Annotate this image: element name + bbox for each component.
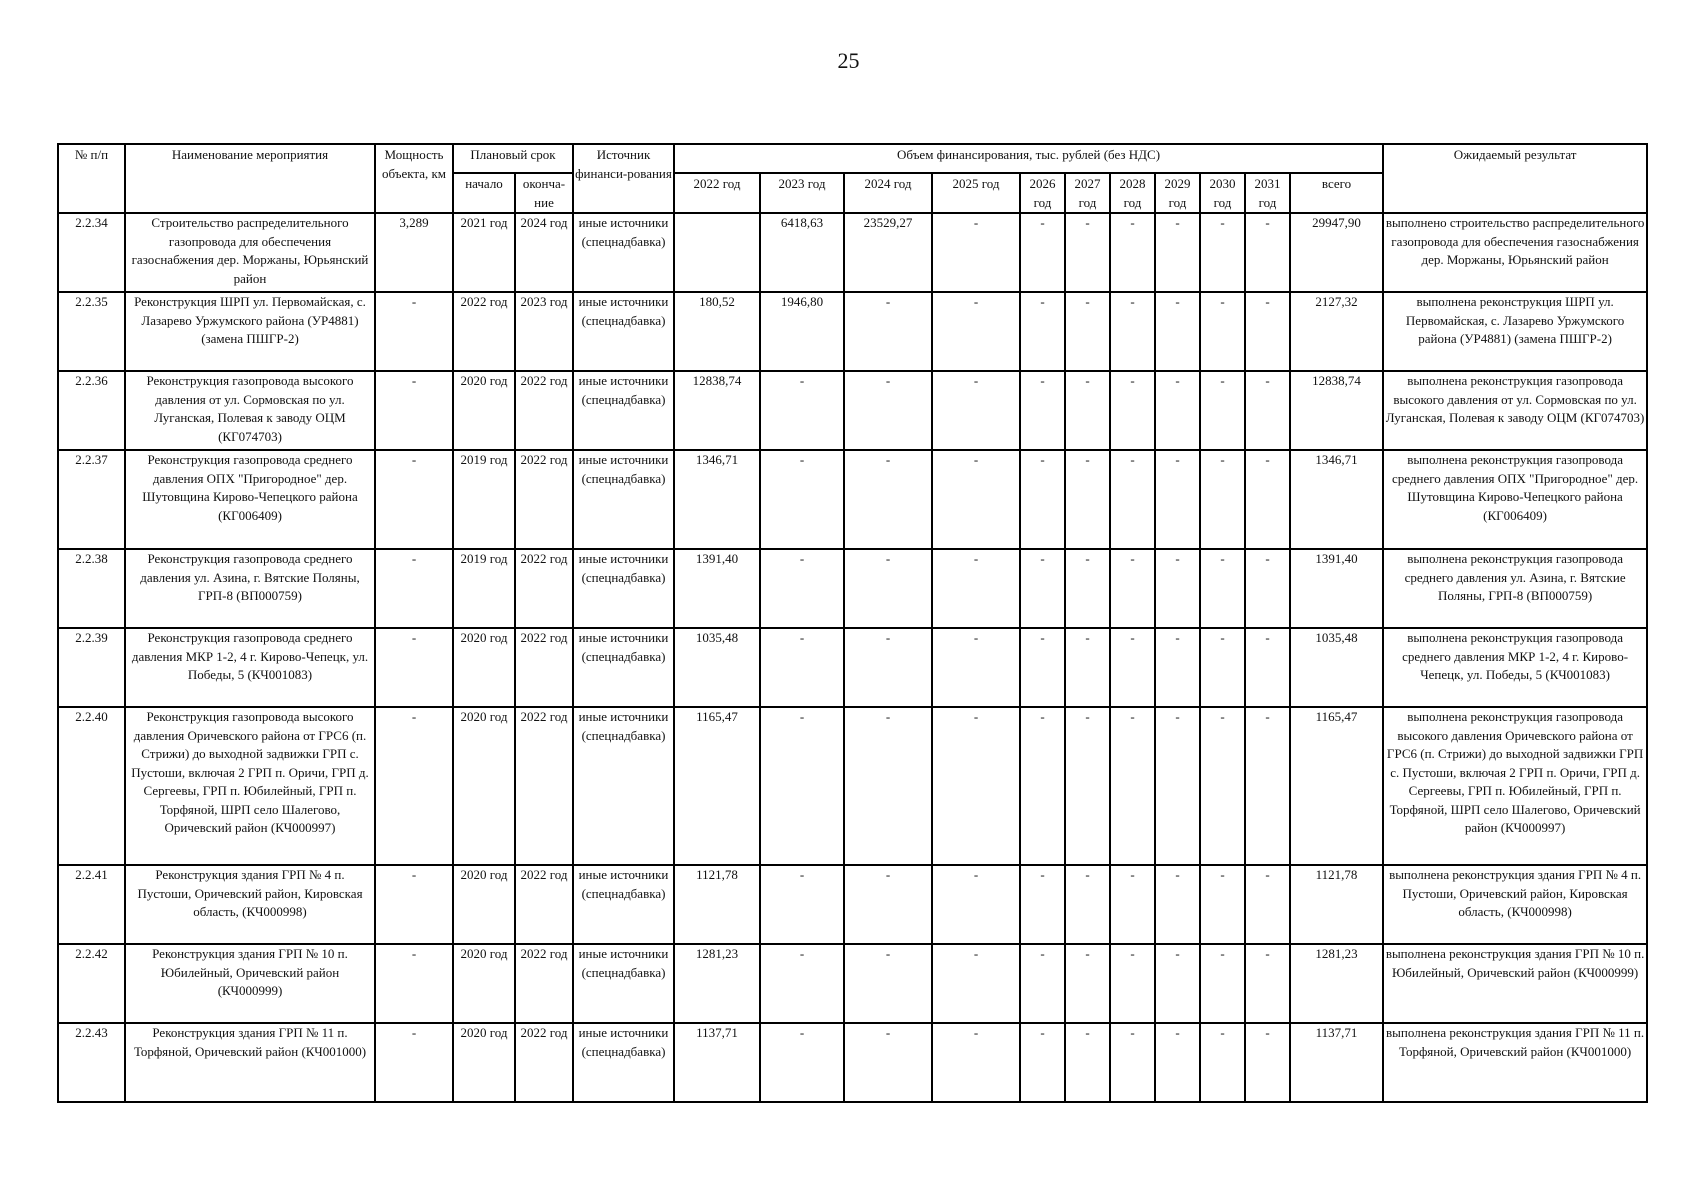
row-year-value: - — [932, 292, 1020, 371]
row-capacity: - — [375, 628, 453, 707]
row-source: иные источники (спецнадбавка) — [573, 865, 674, 944]
row-year-value: - — [1110, 1023, 1155, 1102]
row-year-value: - — [1155, 1023, 1200, 1102]
row-year-value: - — [1020, 371, 1065, 450]
row-year-value: - — [1200, 549, 1245, 628]
row-result: выполнено строительство распределительного газопровода для обеспечения газоснабжения дер. Моржаны, Юрьянский район — [1383, 213, 1647, 292]
row-year-value: - — [1200, 944, 1245, 1023]
row-year-value: 12838,74 — [674, 371, 760, 450]
row-capacity: - — [375, 944, 453, 1023]
header-name: Наименование мероприятия — [125, 144, 375, 213]
row-end: 2022 год — [515, 371, 573, 450]
row-result: выполнена реконструкция газопровода среднего давления ОПХ "Пригородное" дер. Шутовщина Кирово-Чепецкого района (КГ006409) — [1383, 450, 1647, 549]
table-row — [58, 371, 1647, 450]
row-year-value: - — [932, 944, 1020, 1023]
row-name: Реконструкция газопровода среднего давления ОПХ "Пригородное" дер. Шутовщина Кирово-Чепецкого района (КГ006409) — [125, 450, 375, 549]
row-end: 2022 год — [515, 549, 573, 628]
row-capacity: - — [375, 707, 453, 865]
header-funding: Объем финансирования, тыс. рублей (без НДС) — [674, 144, 1383, 173]
header-end: оконча-ние — [515, 173, 573, 213]
row-year-value: - — [1200, 450, 1245, 549]
row-year-value: - — [1155, 371, 1200, 450]
row-year-value: 180,52 — [674, 292, 760, 371]
row-year-value: - — [760, 707, 844, 865]
row-year-value: - — [1110, 450, 1155, 549]
row-end: 2022 год — [515, 1023, 573, 1102]
row-year-value: 6418,63 — [760, 213, 844, 292]
row-year-value: - — [844, 944, 932, 1023]
row-start: 2020 год — [453, 865, 515, 944]
row-year-value: - — [1155, 865, 1200, 944]
row-year-value: 1121,78 — [674, 865, 760, 944]
table-row — [58, 944, 1647, 1023]
row-year-value: - — [844, 1023, 932, 1102]
row-total: 1281,23 — [1290, 944, 1383, 1023]
row-year-value: - — [844, 628, 932, 707]
row-year-value: 1346,71 — [674, 450, 760, 549]
row-num: 2.2.39 — [58, 628, 125, 707]
financing-table — [57, 143, 1648, 1103]
row-result: выполнена реконструкция газопровода среднего давления МКР 1-2, 4 г. Кирово-Чепецк, ул. Победы, 5 (КЧ001083) — [1383, 628, 1647, 707]
row-name: Реконструкция газопровода среднего давления ул. Азина, г. Вятские Поляны, ГРП-8 (ВП000759) — [125, 549, 375, 628]
row-result: выполнена реконструкция здания ГРП № 4 п. Пустоши, Оричевский район, Кировская область, (КЧ000998) — [1383, 865, 1647, 944]
row-year-value: - — [1155, 707, 1200, 865]
row-name: Реконструкция газопровода высокого давления Оричевского района от ГРС6 (п. Стрижи) до выходной задвижки ГРП с. Пустоши, включая 2 ГРП п. Оричи, ГРП д. Сергеевы, ГРП п. Юбилейный, ГРП п. Торфяной, ШРП село Шалегово, Оричевский район (КЧ000997) — [125, 707, 375, 865]
row-total: 1391,40 — [1290, 549, 1383, 628]
row-year-value: - — [932, 213, 1020, 292]
row-year-value: - — [1065, 944, 1110, 1023]
row-year-value: - — [1155, 213, 1200, 292]
header-row-1 — [58, 144, 1647, 173]
header-year: 2026 год — [1020, 173, 1065, 213]
row-num: 2.2.36 — [58, 371, 125, 450]
row-result: выполнена реконструкция газопровода среднего давления ул. Азина, г. Вятские Поляны, ГРП-8 (ВП000759) — [1383, 549, 1647, 628]
row-year-value: - — [1200, 213, 1245, 292]
row-year-value: - — [932, 865, 1020, 944]
row-source: иные источники (спецнадбавка) — [573, 707, 674, 865]
row-year-value: 1137,71 — [674, 1023, 760, 1102]
row-year-value: - — [1020, 1023, 1065, 1102]
row-year-value: - — [932, 371, 1020, 450]
row-year-value: - — [760, 1023, 844, 1102]
header-total: всего — [1290, 173, 1383, 213]
row-year-value: - — [1245, 292, 1290, 371]
header-year: 2025 год — [932, 173, 1020, 213]
row-year-value: - — [1245, 628, 1290, 707]
row-year-value: - — [844, 450, 932, 549]
row-year-value: - — [1245, 450, 1290, 549]
row-year-value: - — [1065, 213, 1110, 292]
row-year-value: - — [1155, 450, 1200, 549]
row-year-value: - — [1020, 292, 1065, 371]
row-start: 2019 год — [453, 549, 515, 628]
row-source: иные источники (спецнадбавка) — [573, 371, 674, 450]
header-term: Плановый срок — [453, 144, 573, 173]
row-year-value: - — [1065, 865, 1110, 944]
row-capacity: 3,289 — [375, 213, 453, 292]
row-year-value: 1035,48 — [674, 628, 760, 707]
row-name: Реконструкция газопровода высокого давления от ул. Сормовская по ул. Луганская, Полевая к заводу ОЦМ (КГ074703) — [125, 371, 375, 450]
row-start: 2022 год — [453, 292, 515, 371]
row-year-value: - — [1065, 1023, 1110, 1102]
row-year-value: - — [760, 450, 844, 549]
row-result: выполнена реконструкция здания ГРП № 11 п. Торфяной, Оричевский район (КЧ001000) — [1383, 1023, 1647, 1102]
header-source: Источник финанси-рования — [573, 144, 674, 213]
row-start: 2020 год — [453, 371, 515, 450]
row-year-value: - — [932, 549, 1020, 628]
table-row — [58, 450, 1647, 549]
row-num: 2.2.40 — [58, 707, 125, 865]
row-year-value: - — [1110, 292, 1155, 371]
table-row — [58, 707, 1647, 865]
row-year-value: - — [1110, 865, 1155, 944]
row-name: Реконструкция здания ГРП № 10 п. Юбилейный, Оричевский район (КЧ000999) — [125, 944, 375, 1023]
row-year-value: 1391,40 — [674, 549, 760, 628]
row-year-value: - — [1200, 628, 1245, 707]
row-year-value: - — [1110, 628, 1155, 707]
table-row — [58, 292, 1647, 371]
table-row — [58, 549, 1647, 628]
row-year-value: 1281,23 — [674, 944, 760, 1023]
header-year: 2023 год — [760, 173, 844, 213]
row-year-value: - — [1245, 549, 1290, 628]
row-source: иные источники (спецнадбавка) — [573, 213, 674, 292]
row-year-value: 1946,80 — [760, 292, 844, 371]
row-end: 2022 год — [515, 707, 573, 865]
row-year-value: - — [1245, 865, 1290, 944]
row-year-value: - — [1110, 549, 1155, 628]
row-year-value: - — [844, 371, 932, 450]
row-year-value: 23529,27 — [844, 213, 932, 292]
header-capacity: Мощность объекта, км — [375, 144, 453, 213]
row-result: выполнена реконструкция газопровода высокого давления Оричевского района от ГРС6 (п. Стрижи) до выходной задвижки ГРП с. Пустоши, включая 2 ГРП п. Оричи, ГРП д. Сергеевы, ГРП п. Юбилейный, ГРП п. Торфяной, ШРП село Шалегово, Оричевский район (КЧ000997) — [1383, 707, 1647, 865]
row-capacity: - — [375, 450, 453, 549]
row-year-value: - — [1200, 371, 1245, 450]
row-num: 2.2.42 — [58, 944, 125, 1023]
row-year-value: - — [1065, 707, 1110, 865]
row-year-value: - — [844, 707, 932, 865]
table-row — [58, 1023, 1647, 1102]
row-capacity: - — [375, 865, 453, 944]
row-end: 2022 год — [515, 865, 573, 944]
row-year-value: - — [932, 450, 1020, 549]
row-total: 12838,74 — [1290, 371, 1383, 450]
row-year-value: - — [1065, 628, 1110, 707]
row-year-value: - — [760, 865, 844, 944]
row-year-value: - — [760, 628, 844, 707]
row-num: 2.2.38 — [58, 549, 125, 628]
row-year-value: - — [1065, 549, 1110, 628]
row-year-value: - — [1245, 944, 1290, 1023]
row-year-value: - — [932, 707, 1020, 865]
header-year: 2022 год — [674, 173, 760, 213]
row-source: иные источники (спецнадбавка) — [573, 628, 674, 707]
row-name: Реконструкция здания ГРП № 11 п. Торфяной, Оричевский район (КЧ001000) — [125, 1023, 375, 1102]
row-year-value: - — [1200, 1023, 1245, 1102]
row-year-value: - — [844, 292, 932, 371]
row-name: Реконструкция здания ГРП № 4 п. Пустоши, Оричевский район, Кировская область, (КЧ000998) — [125, 865, 375, 944]
row-year-value: - — [760, 371, 844, 450]
row-capacity: - — [375, 549, 453, 628]
row-start: 2019 год — [453, 450, 515, 549]
table-row — [58, 865, 1647, 944]
row-year-value: - — [1155, 944, 1200, 1023]
row-end: 2023 год — [515, 292, 573, 371]
header-num: № п/п — [58, 144, 125, 213]
row-total: 1137,71 — [1290, 1023, 1383, 1102]
row-year-value: - — [1020, 944, 1065, 1023]
row-year-value: - — [1065, 371, 1110, 450]
row-year-value: 1165,47 — [674, 707, 760, 865]
row-start: 2020 год — [453, 707, 515, 865]
row-year-value: - — [1110, 944, 1155, 1023]
row-source: иные источники (спецнадбавка) — [573, 549, 674, 628]
row-result: выполнена реконструкция газопровода высокого давления от ул. Сормовская по ул. Луганская, Полевая к заводу ОЦМ (КГ074703) — [1383, 371, 1647, 450]
row-source: иные источники (спецнадбавка) — [573, 292, 674, 371]
table-row — [58, 213, 1647, 292]
row-num: 2.2.37 — [58, 450, 125, 549]
row-year-value: - — [844, 549, 932, 628]
row-year-value: - — [760, 549, 844, 628]
row-year-value: - — [1065, 292, 1110, 371]
row-year-value: - — [1110, 213, 1155, 292]
row-year-value: - — [1200, 292, 1245, 371]
row-year-value: - — [1110, 371, 1155, 450]
row-year-value: - — [1155, 292, 1200, 371]
row-start: 2020 год — [453, 1023, 515, 1102]
row-year-value — [674, 213, 760, 292]
row-year-value: - — [1020, 213, 1065, 292]
row-start: 2020 год — [453, 944, 515, 1023]
row-source: иные источники (спецнадбавка) — [573, 450, 674, 549]
row-source: иные источники (спецнадбавка) — [573, 944, 674, 1023]
row-total: 1035,48 — [1290, 628, 1383, 707]
row-capacity: - — [375, 1023, 453, 1102]
header-year: 2024 год — [844, 173, 932, 213]
row-num: 2.2.41 — [58, 865, 125, 944]
row-year-value: - — [1245, 371, 1290, 450]
row-year-value: - — [1020, 549, 1065, 628]
row-num: 2.2.34 — [58, 213, 125, 292]
header-start: начало — [453, 173, 515, 213]
row-year-value: - — [1200, 707, 1245, 865]
row-end: 2024 год — [515, 213, 573, 292]
row-end: 2022 год — [515, 944, 573, 1023]
row-year-value: - — [1155, 549, 1200, 628]
row-year-value: - — [1020, 450, 1065, 549]
row-start: 2020 год — [453, 628, 515, 707]
row-name: Реконструкция ШРП ул. Первомайская, с. Лазарево Уржумского района (УР4881) (замена ПШГР-2) — [125, 292, 375, 371]
row-total: 29947,90 — [1290, 213, 1383, 292]
row-year-value: - — [1245, 707, 1290, 865]
row-total: 1165,47 — [1290, 707, 1383, 865]
row-total: 2127,32 — [1290, 292, 1383, 371]
row-capacity: - — [375, 371, 453, 450]
row-year-value: - — [1245, 1023, 1290, 1102]
row-year-value: - — [1020, 628, 1065, 707]
row-name: Реконструкция газопровода среднего давления МКР 1-2, 4 г. Кирово-Чепецк, ул. Победы, 5 (КЧ001083) — [125, 628, 375, 707]
row-total: 1121,78 — [1290, 865, 1383, 944]
row-year-value: - — [1200, 865, 1245, 944]
row-year-value: - — [1110, 707, 1155, 865]
row-year-value: - — [1065, 450, 1110, 549]
row-year-value: - — [760, 944, 844, 1023]
row-year-value: - — [932, 628, 1020, 707]
row-result: выполнена реконструкция здания ГРП № 10 п. Юбилейный, Оричевский район (КЧ000999) — [1383, 944, 1647, 1023]
row-result: выполнена реконструкция ШРП ул. Первомайская, с. Лазарево Уржумского района (УР4881) (замена ПШГР-2) — [1383, 292, 1647, 371]
row-end: 2022 год — [515, 450, 573, 549]
row-year-value: - — [1155, 628, 1200, 707]
row-year-value: - — [932, 1023, 1020, 1102]
row-total: 1346,71 — [1290, 450, 1383, 549]
header-year: 2027 год — [1065, 173, 1110, 213]
header-year: 2030 год — [1200, 173, 1245, 213]
row-year-value: - — [1245, 213, 1290, 292]
row-capacity: - — [375, 292, 453, 371]
header-year: 2028 год — [1110, 173, 1155, 213]
row-year-value: - — [1020, 865, 1065, 944]
table-row — [58, 628, 1647, 707]
row-num: 2.2.35 — [58, 292, 125, 371]
row-name: Строительство распределительного газопровода для обеспечения газоснабжения дер. Моржаны, Юрьянский район — [125, 213, 375, 292]
table-body — [58, 213, 1647, 1102]
row-source: иные источники (спецнадбавка) — [573, 1023, 674, 1102]
row-num: 2.2.43 — [58, 1023, 125, 1102]
row-year-value: - — [844, 865, 932, 944]
row-start: 2021 год — [453, 213, 515, 292]
row-year-value: - — [1020, 707, 1065, 865]
header-year: 2029 год — [1155, 173, 1200, 213]
header-year: 2031 год — [1245, 173, 1290, 213]
header-result: Ожидаемый результат — [1383, 144, 1647, 213]
row-end: 2022 год — [515, 628, 573, 707]
page-number: 25 — [837, 48, 860, 73]
